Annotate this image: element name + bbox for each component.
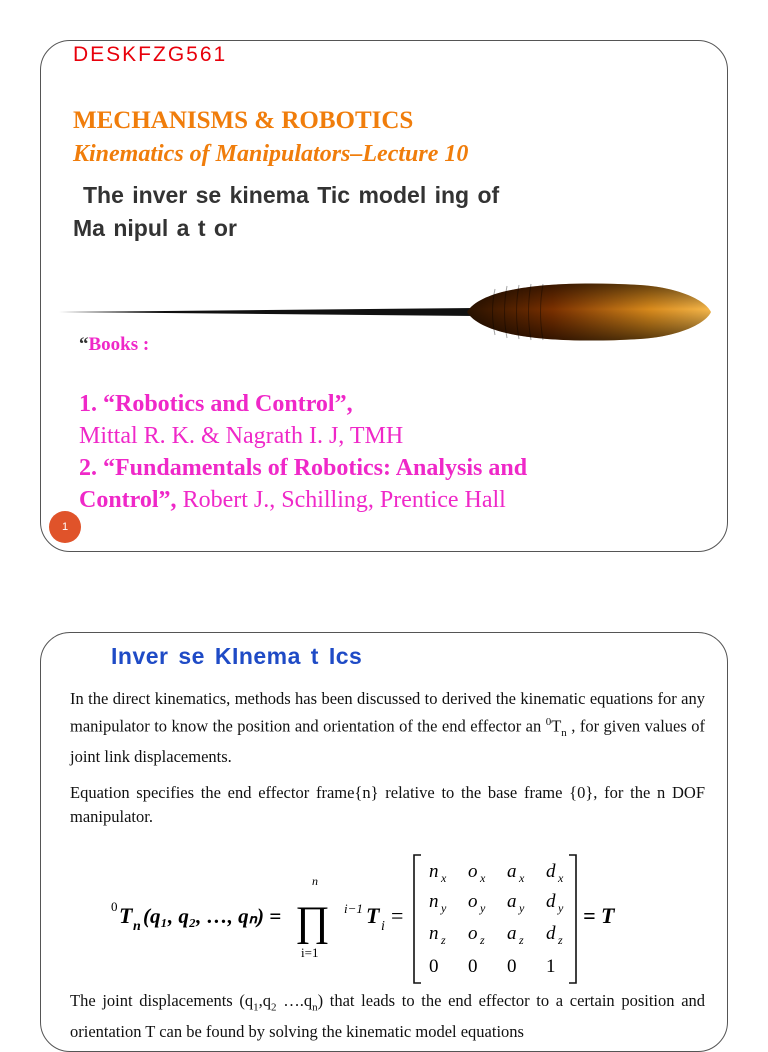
reference-2-title: 2. “Fundamentals of Robotics: Analysis and <box>79 455 528 481</box>
matrix-cell-subscript: z <box>441 933 446 947</box>
svg-text:=: = <box>391 903 404 928</box>
matrix-cell-subscript: x <box>558 871 564 885</box>
matrix-cell: n <box>429 923 439 944</box>
svg-text:(q₁, q₂, …, qₙ) =: (q₁, q₂, …, qₙ) = <box>143 904 282 928</box>
matrix-cell-subscript: y <box>480 901 486 915</box>
matrix-cell: n <box>429 861 439 882</box>
title-slide <box>40 40 728 552</box>
matrix-cell-subscript: x <box>480 871 486 885</box>
matrix-cell-subscript: y <box>519 901 525 915</box>
matrix-cell-subscript: z <box>558 933 563 947</box>
matrix-cell-subscript: z <box>519 933 524 947</box>
matrix-cell: o <box>468 861 478 882</box>
reference-1-authors: Mittal R. K. & Nagrath I. J, TMH <box>79 423 404 449</box>
matrix-cell: a <box>507 923 517 944</box>
kinematic-equation <box>111 851 651 986</box>
matrix-cell: d <box>546 861 556 882</box>
matrix-cell: d <box>546 923 556 944</box>
matrix-cell: o <box>468 923 478 944</box>
paragraph-direct-kinematics: In the direct kinematics, methods has been discussed to derived the kinematic equations for any manipulator to know the position and orientation of the end effector an $^0T_n$ , for given values of joint link displacements. <box>70 689 706 766</box>
subtitle-line-2: Ma nipul a t or <box>73 215 237 241</box>
svg-text:n: n <box>312 874 318 888</box>
matrix-cell-subscript: x <box>519 871 525 885</box>
svg-text:∏: ∏ <box>295 899 330 945</box>
matrix-cell: n <box>429 891 439 912</box>
matrix-cell: a <box>507 861 517 882</box>
inverse-kinematics-slide <box>40 632 728 1052</box>
matrix-cell-subscript: y <box>558 901 564 915</box>
svg-text:n: n <box>133 919 141 934</box>
svg-text:i−1: i−1 <box>344 901 363 916</box>
svg-text:0: 0 <box>111 899 118 914</box>
books-label-text: Books : <box>88 334 150 355</box>
matrix-cell-subscript: z <box>480 933 485 947</box>
matrix-cell: 1 <box>546 956 556 977</box>
reference-1-title: 1. “Robotics and Control”, <box>79 391 353 417</box>
svg-text:i=1: i=1 <box>301 945 319 960</box>
transformation-matrix <box>429 861 564 977</box>
course-title: MECHANISMS & ROBOTICS <box>73 107 414 134</box>
matrix-cell: 0 <box>429 956 439 977</box>
matrix-cell: 0 <box>468 956 478 977</box>
slide-heading: Inver se KInema t Ics <box>111 643 363 669</box>
paragraph-joint-displacements: The joint displacements ($q_1,q_2$ $\dots.q_n$) that leads to the end effector to a certain position and orientation T can be found by solving the kinematic model equations <box>70 991 706 1041</box>
svg-text:T: T <box>119 903 133 928</box>
page-number-badge: 1 <box>49 511 81 543</box>
svg-text:i: i <box>381 919 385 934</box>
reference-2-authors: Control”, Robert J., Schilling, Prentice Hall <box>79 487 506 513</box>
svg-text:= T: = T <box>583 903 615 928</box>
books-label <box>79 334 149 356</box>
matrix-cell: a <box>507 891 517 912</box>
svg-text:T: T <box>366 903 380 928</box>
lecture-title: Kinematics of Manipulators–Lecture 10 <box>73 141 469 167</box>
slide-subtitle <box>73 179 633 245</box>
comet-bullet-graphic <box>55 277 715 347</box>
books-quote-mark: “ <box>79 334 89 355</box>
matrix-cell: o <box>468 891 478 912</box>
matrix-cell: d <box>546 891 556 912</box>
subtitle-line-1: The inver se kinema Tic model ing of <box>83 182 500 208</box>
paragraph-equation-intro: Equation specifies the end effector frame{n} relative to the base frame {0}, for the n DOF manipulator. <box>70 783 705 826</box>
course-code: DESKFZG561 <box>73 43 228 66</box>
matrix-cell-subscript: y <box>441 901 447 915</box>
matrix-cell: 0 <box>507 956 517 977</box>
matrix-cell-subscript: x <box>441 871 447 885</box>
